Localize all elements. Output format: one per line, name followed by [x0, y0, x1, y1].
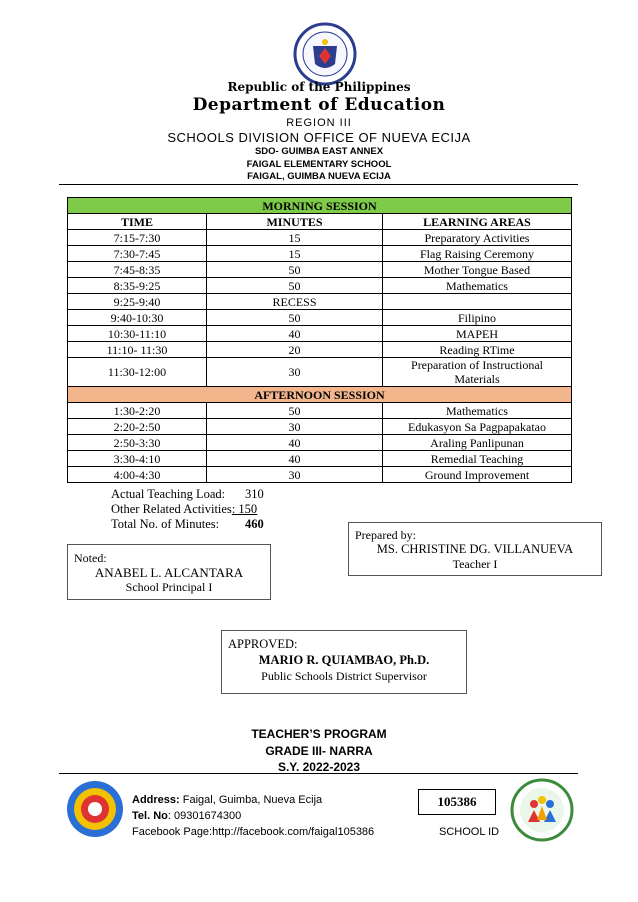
footer-facebook: Facebook Page:http://facebook.com/faigal105386 [132, 826, 375, 838]
column-header-time: TIME [68, 214, 207, 230]
header-republic: Republic of the Philippines [227, 80, 411, 94]
footer-tel-value: : 09301674300 [167, 810, 242, 822]
morning-session-label: MORNING SESSION [68, 198, 572, 214]
cell-learning-area [383, 294, 572, 310]
cell-learning-area: Mother Tongue Based [383, 262, 572, 278]
cell-learning-area: Filipino [383, 310, 572, 326]
cell-learning-area: Mathematics [383, 278, 572, 294]
cell-learning-area: Mathematics [383, 403, 572, 419]
cell-minutes: 50 [207, 310, 383, 326]
cell-time: 1:30-2:20 [68, 403, 207, 419]
cell-time: 7:45-8:35 [68, 262, 207, 278]
actual-teaching-load-value: 310 [245, 487, 264, 501]
approved-label: APPROVED: [228, 637, 298, 651]
prepared-by-box [348, 522, 602, 576]
other-related-activities-value: : 150 [231, 502, 258, 516]
cell-minutes: 40 [207, 451, 383, 467]
school-seal-icon [66, 780, 124, 838]
table-row [68, 435, 572, 451]
program-school-year: S.Y. 2022-2023 [277, 760, 361, 774]
cell-learning-area: Ground Improvement [383, 467, 572, 483]
prepared-title: Teacher I [452, 557, 498, 571]
cell-time: 7:30-7:45 [68, 246, 207, 262]
cell-learning-area: Preparation of Instructional Materials [383, 358, 572, 387]
cell-minutes: 15 [207, 246, 383, 262]
cell-minutes: 40 [207, 326, 383, 342]
footer-divider [59, 773, 578, 774]
schedule-table [67, 197, 572, 483]
cell-time: 2:50-3:30 [68, 435, 207, 451]
other-related-activities-label: Other Related Activities [111, 502, 232, 516]
cell-time: 11:30-12:00 [68, 358, 207, 387]
cell-learning-area: Preparatory Activities [383, 230, 572, 246]
approved-box [221, 630, 467, 694]
program-title: TEACHER’S PROGRAM [251, 727, 387, 741]
actual-teaching-load [111, 487, 264, 502]
table-row [68, 419, 572, 435]
cell-learning-area: Reading RTime [383, 342, 572, 358]
cell-minutes: 20 [207, 342, 383, 358]
prepared-label: Prepared by: [355, 528, 416, 542]
cell-time: 7:15-7:30 [68, 230, 207, 246]
header-division: SCHOOLS DIVISION OFFICE OF NUEVA ECIJA [167, 130, 471, 145]
header-address: FAIGAL, GUIMBA NUEVA ECIJA [247, 171, 391, 182]
morning-session-row [68, 198, 572, 214]
table-row [68, 278, 572, 294]
program-grade: GRADE III- NARRA [265, 744, 373, 758]
table-row [68, 326, 572, 342]
cell-minutes: RECESS [207, 294, 383, 310]
school-id-value: 105386 [418, 789, 496, 815]
table-row [68, 358, 572, 387]
footer-tel-label: Tel. No [132, 810, 168, 822]
cell-minutes: 50 [207, 403, 383, 419]
cell-time: 10:30-11:10 [68, 326, 207, 342]
total-minutes-value: 460 [245, 517, 264, 531]
column-header-learning-areas: LEARNING AREAS [383, 214, 572, 230]
cell-time: 2:20-2:50 [68, 419, 207, 435]
cell-time: 9:25-9:40 [68, 294, 207, 310]
cell-minutes: 50 [207, 262, 383, 278]
cell-minutes: 40 [207, 435, 383, 451]
header-department: Department of Education [192, 95, 446, 115]
table-row [68, 467, 572, 483]
cell-minutes: 15 [207, 230, 383, 246]
noted-label: Noted: [74, 551, 107, 565]
column-header-minutes: MINUTES [207, 214, 383, 230]
cell-learning-area: Edukasyon Sa Pagpapakatao [383, 419, 572, 435]
footer-address [132, 794, 322, 806]
table-row [68, 403, 572, 419]
cell-time: 4:00-4:30 [68, 467, 207, 483]
child-friendly-school-logo-icon [510, 778, 574, 842]
approved-name: MARIO R. QUIAMBAO, Ph.D. [258, 653, 430, 667]
cell-learning-area: Araling Panlipunan [383, 435, 572, 451]
afternoon-session-label: AFTERNOON SESSION [68, 387, 572, 403]
column-header-row [68, 214, 572, 230]
cell-minutes: 30 [207, 358, 383, 387]
afternoon-session-row [68, 387, 572, 403]
cell-time: 11:10- 11:30 [68, 342, 207, 358]
school-id-label: SCHOOL ID [439, 826, 500, 838]
cell-time: 8:35-9:25 [68, 278, 207, 294]
cell-minutes: 50 [207, 278, 383, 294]
table-row [68, 246, 572, 262]
header-school: FAIGAL ELEMENTARY SCHOOL [246, 159, 392, 170]
cell-time: 3:30-4:10 [68, 451, 207, 467]
cell-learning-area: Flag Raising Ceremony [383, 246, 572, 262]
header-annex: SDO- GUIMBA EAST ANNEX [254, 146, 384, 157]
table-row [68, 262, 572, 278]
noted-box [67, 544, 271, 600]
cell-minutes: 30 [207, 467, 383, 483]
deped-seal-icon [293, 22, 357, 86]
footer-address-value: Faigal, Guimba, Nueva Ecija [179, 794, 323, 806]
noted-name: ANABEL L. ALCANTARA [94, 565, 244, 580]
table-row [68, 294, 572, 310]
footer-address-label: Address: [132, 794, 180, 806]
table-row [68, 230, 572, 246]
header-divider [59, 184, 578, 185]
actual-teaching-load-label: Actual Teaching Load: [111, 487, 226, 501]
total-minutes [111, 517, 264, 532]
cell-learning-area: Remedial Teaching [383, 451, 572, 467]
table-row [68, 342, 572, 358]
total-minutes-label: Total No. of Minutes: [111, 517, 220, 531]
table-row [68, 310, 572, 326]
other-related-activities [111, 502, 257, 517]
table-row [68, 451, 572, 467]
footer-tel [132, 810, 241, 822]
header-region: REGION III [286, 117, 352, 129]
cell-minutes: 30 [207, 419, 383, 435]
cell-learning-area: MAPEH [383, 326, 572, 342]
cell-time: 9:40-10:30 [68, 310, 207, 326]
approved-title: Public Schools District Supervisor [261, 669, 427, 683]
prepared-name: MS. CHRISTINE DG. VILLANUEVA [376, 542, 574, 556]
noted-title: School Principal I [125, 580, 213, 594]
